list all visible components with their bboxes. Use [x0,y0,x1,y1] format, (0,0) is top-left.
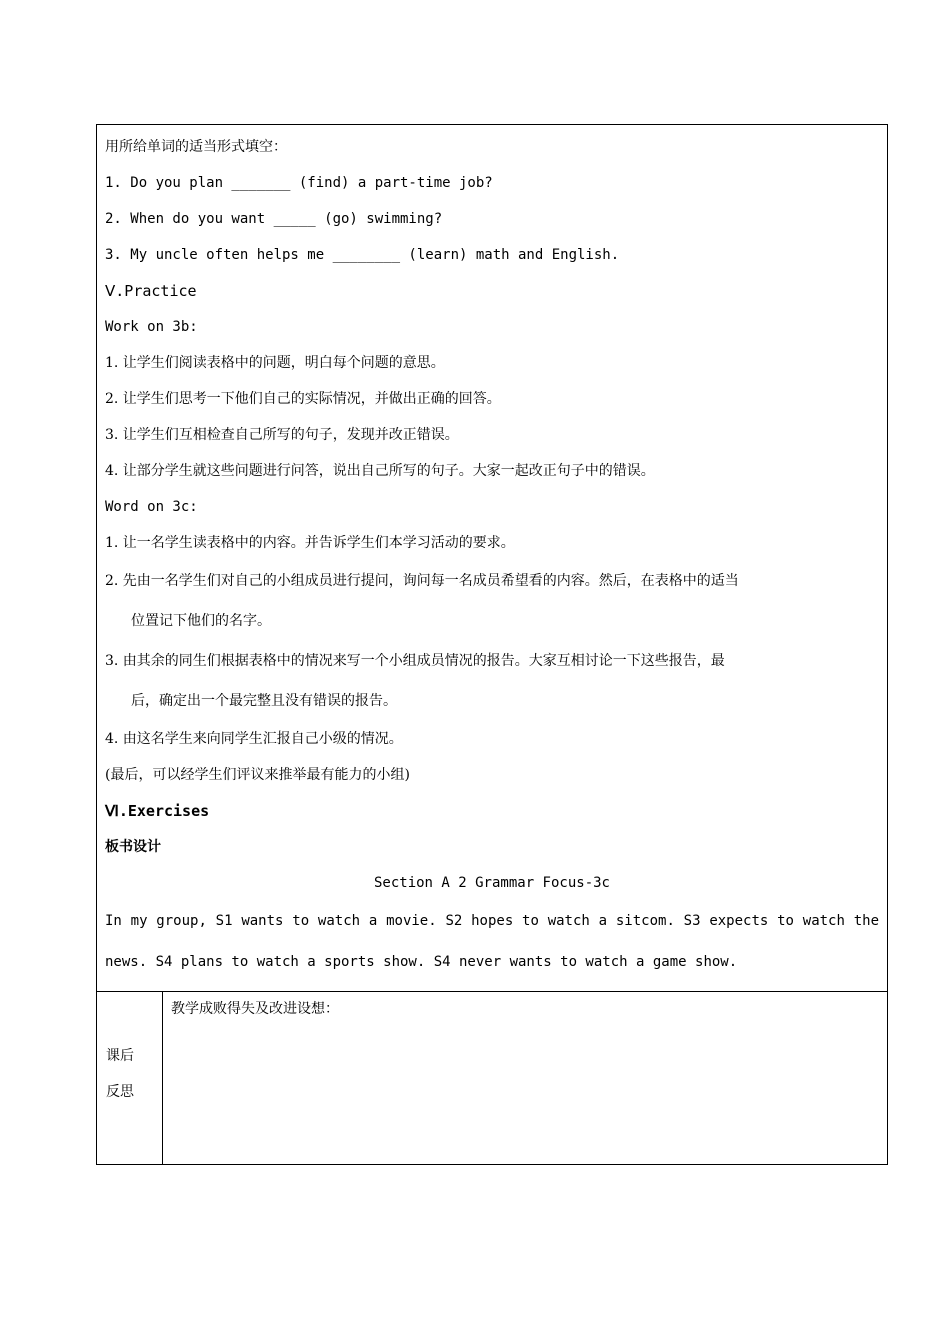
board-paragraph: In my group, S1 wants to watch a movie. S2 hopes to watch a sitcom. S3 expects to watch the news. S4 plans to watch a sports show. S4 never wants to watch a game show. [105,913,879,970]
work-3c-step-3-continued: 后，确定出一个最完整且没有错误的报告。 [131,693,397,709]
work-3b-step-4: 4. 让部分学生就这些问题进行问答，说出自己所写的句子。大家一起改正句子中的错误。 [105,463,655,479]
work-3c-step-1: 1. 让一名学生读表格中的内容。并告诉学生们本学习活动的要求。 [105,535,515,551]
exercises-heading: Ⅵ.Exercises [105,802,210,820]
work-3c-step-4: 4. 由这名学生来向同学生汇报自己小级的情况。 [105,731,403,747]
reflection-label-line-1: 课后 [106,1048,134,1064]
board-title: Section A 2 Grammar Focus-3c [373,875,610,891]
reflection-prompt: 教学成败得失及改进设想： [171,1001,339,1017]
exercise-item-2: 2. When do you want _____ (go) swimming? [105,211,443,227]
work-3c-step-3: 3. 由其余的同生们根据表格中的情况来写一个小组成员情况的报告。大家互相讨论一下这些报告，最 [105,653,725,669]
work-3c-label: Word on 3c: [105,499,198,515]
reflection-label [97,992,163,1164]
lesson-content-cell [97,125,887,992]
work-3b-step-2: 2. 让学生们思考一下他们自己的实际情况，并做出正确的回答。 [105,391,501,407]
work-3c-step-2-continued: 位置记下他们的名字。 [131,613,271,629]
exercise-item-3: 3. My uncle often helps me ________ (learn) math and English. [105,247,620,263]
exercise-item-1: 1. Do you plan _______ (find) a part-time job? [105,175,493,191]
reflection-row [97,992,887,1164]
practice-note: (最后，可以经学生们评议来推举最有能力的小组) [105,767,410,783]
reflection-label-line-2: 反思 [106,1084,134,1100]
fill-in-instruction: 用所给单词的适当形式填空： [105,139,287,155]
lesson-plan-table [96,124,888,1165]
board-design-heading: 板书设计 [105,839,161,855]
work-3b-step-1: 1. 让学生们阅读表格中的问题，明白每个问题的意思。 [105,355,445,371]
reflection-cell [163,992,887,1164]
work-3b-step-3: 3. 让学生们互相检查自己所写的句子，发现并改正错误。 [105,427,459,443]
work-3c-step-2: 2. 先由一名学生们对自己的小组成员进行提问，询问每一名成员希望看的内容。然后，在表格中的适当 [105,573,739,589]
work-3b-label: Work on 3b: [105,319,198,335]
practice-heading: Ⅴ.Practice [105,282,197,300]
